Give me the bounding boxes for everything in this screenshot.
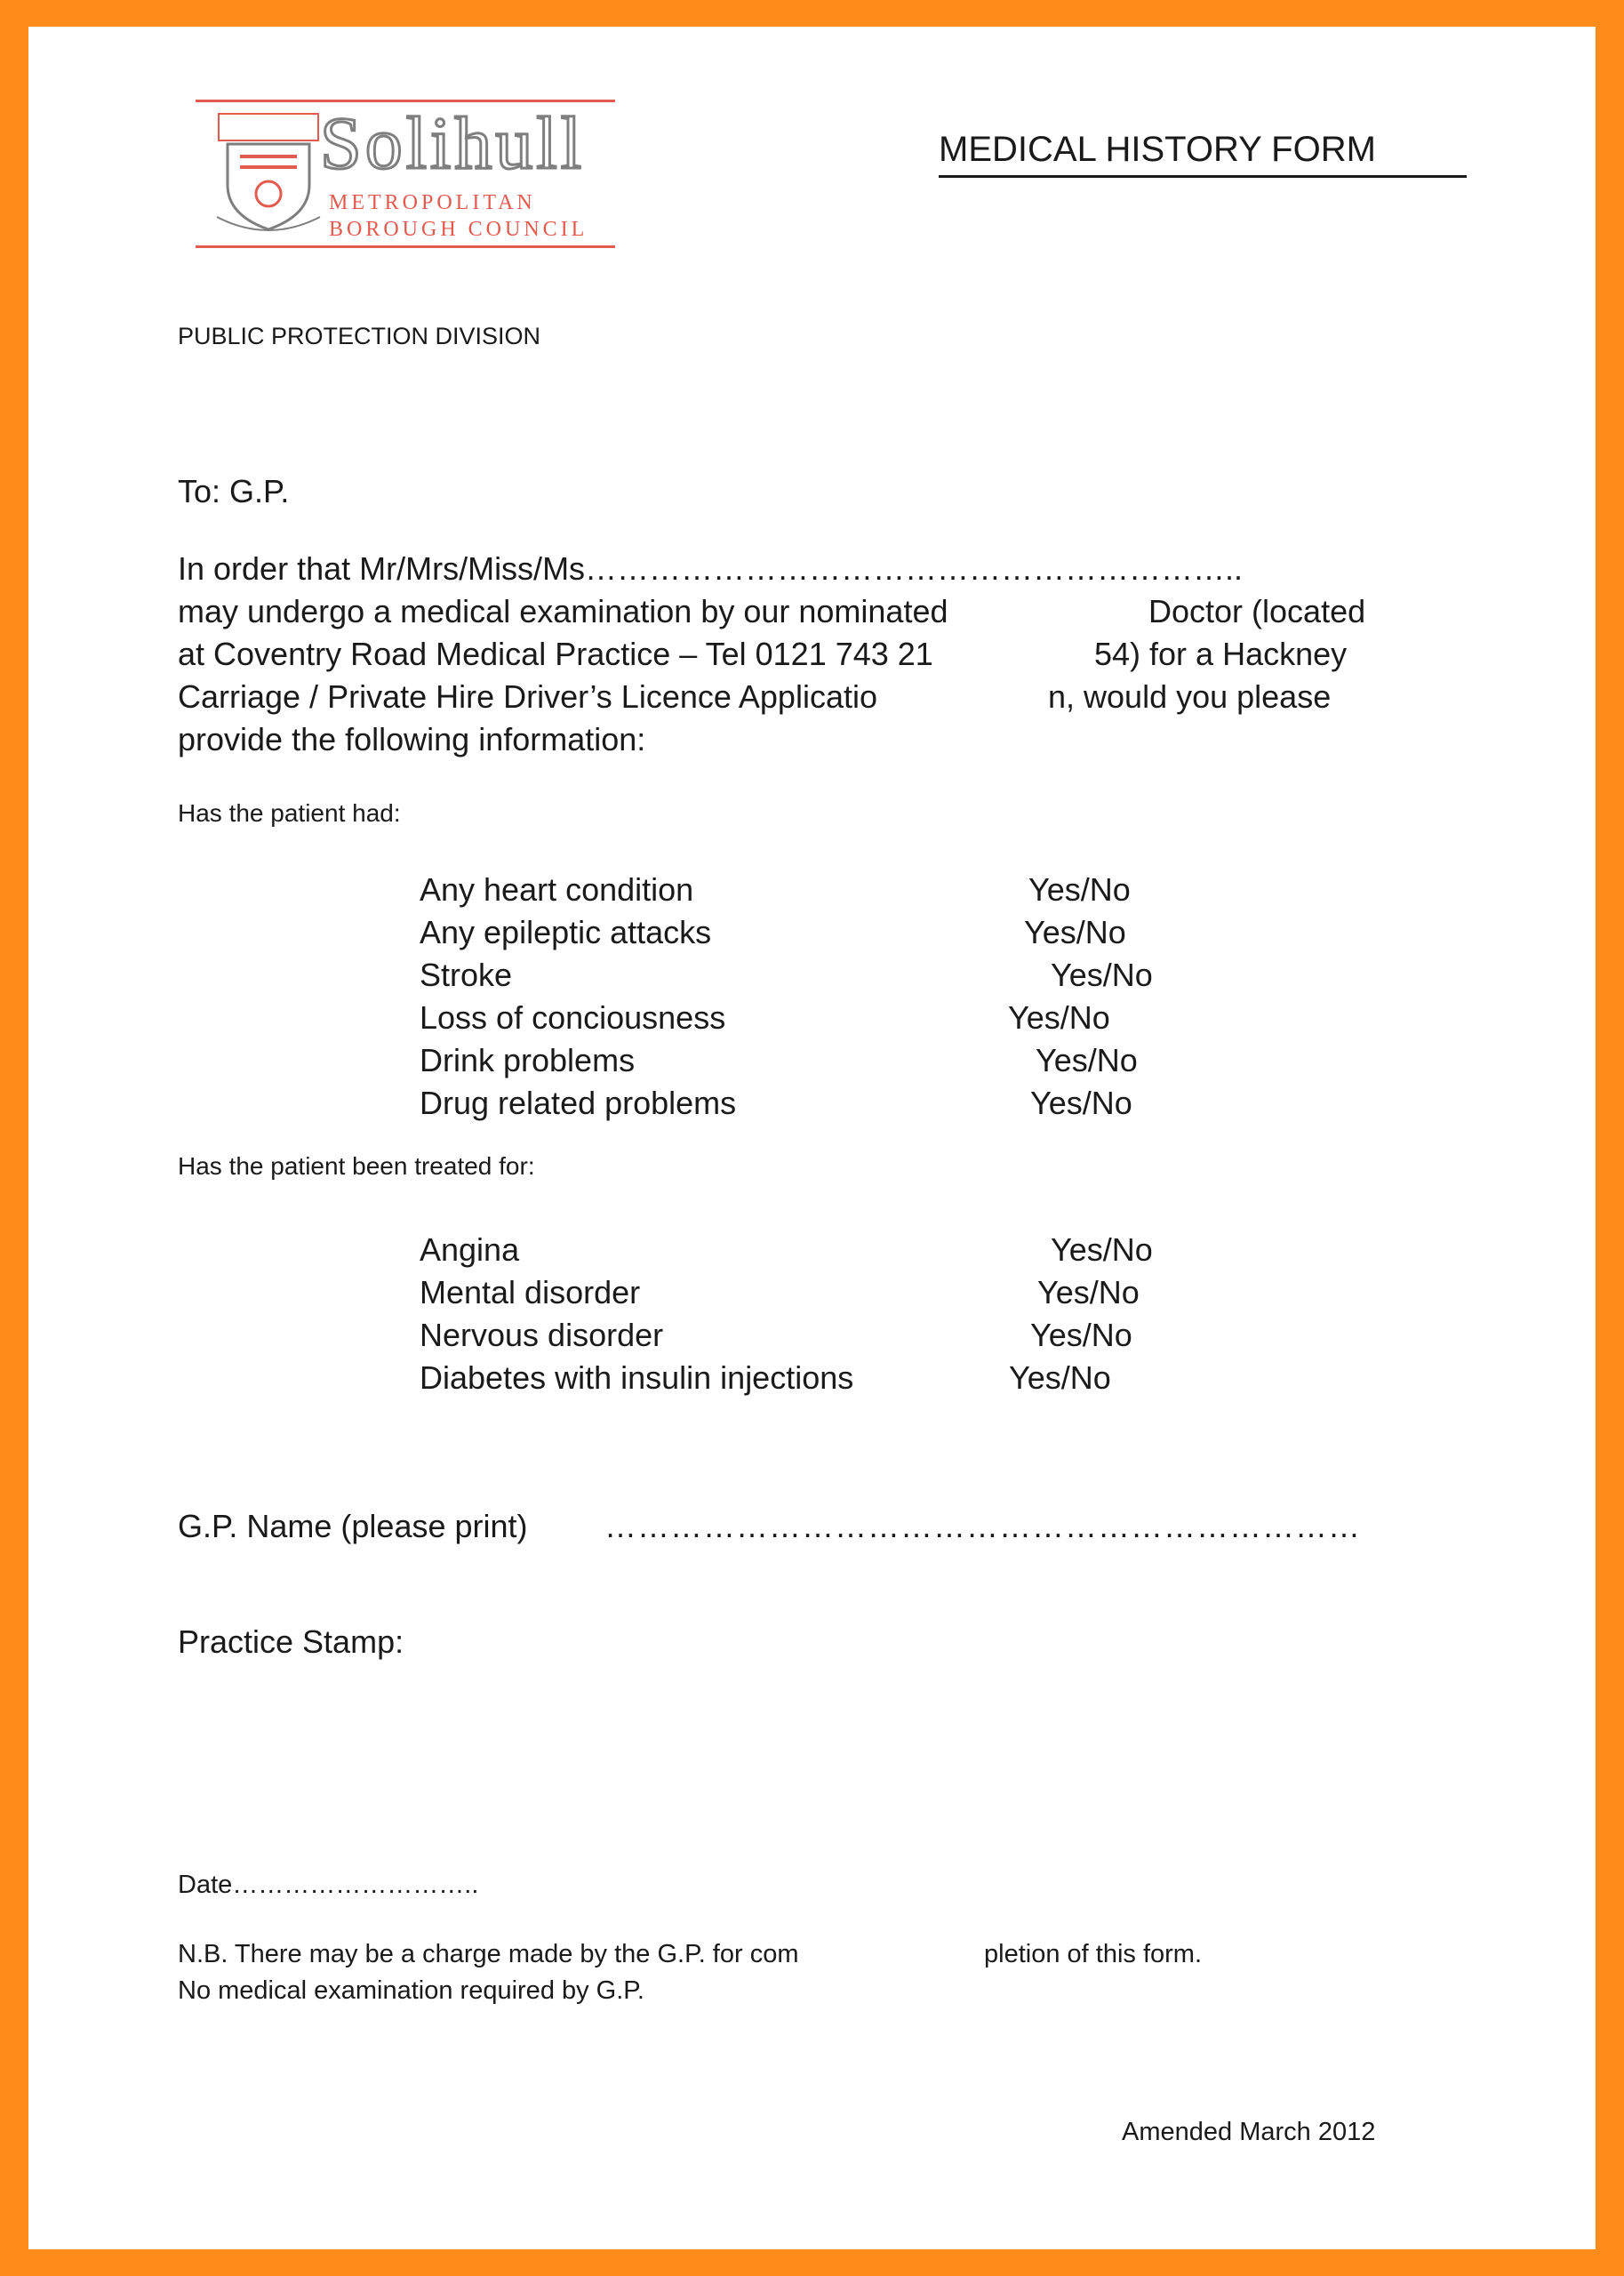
date-field[interactable]: Date……………………….. xyxy=(178,1871,479,1899)
condition-label: Any heart condition xyxy=(420,871,694,908)
condition-label: Angina xyxy=(420,1231,520,1268)
yes-no-option[interactable]: Yes/No xyxy=(1030,1085,1132,1121)
logo-subtitle-line2: BOROUGH COUNCIL xyxy=(329,218,588,241)
condition-label: Diabetes with insulin injections xyxy=(420,1359,854,1396)
practice-stamp-label: Practice Stamp: xyxy=(178,1623,404,1660)
condition-label: Drug related problems xyxy=(420,1085,737,1121)
section-had-label: Has the patient had: xyxy=(178,799,401,827)
amended-date: Amended March 2012 xyxy=(1122,2118,1376,2146)
intro-line-3-left: at Coventry Road Medical Practice – Tel 0121 743 21 xyxy=(178,636,933,672)
condition-label: Nervous disorder xyxy=(420,1317,664,1353)
form-page xyxy=(28,27,1596,2249)
division-heading: PUBLIC PROTECTION DIVISION xyxy=(178,323,541,349)
condition-label: Stroke xyxy=(420,957,513,993)
council-crest-icon xyxy=(215,110,322,240)
intro-line-4-right: n, would you please xyxy=(1048,678,1332,715)
intro-line-2-right: Doctor (located xyxy=(1148,593,1366,629)
intro-line-5: provide the following information: xyxy=(178,721,646,757)
council-logo xyxy=(196,100,615,251)
condition-label: Mental disorder xyxy=(420,1274,641,1310)
condition-label: Loss of conciousness xyxy=(420,999,726,1036)
section-treated-label: Has the patient been treated for: xyxy=(178,1152,535,1180)
gp-name-label: G.P. Name (please print) xyxy=(178,1508,528,1544)
yes-no-option[interactable]: Yes/No xyxy=(1051,1231,1153,1268)
logo-bottom-rule xyxy=(196,245,615,248)
logo-subtitle-line1: METROPOLITAN xyxy=(329,191,536,214)
intro-line-1[interactable]: In order that Mr/Mrs/Miss/Ms…………………………………………………….. xyxy=(178,550,1244,587)
yes-no-option[interactable]: Yes/No xyxy=(1051,957,1153,993)
addressee-line: To: G.P. xyxy=(178,473,290,509)
yes-no-option[interactable]: Yes/No xyxy=(1028,871,1131,908)
gp-name-field[interactable]: …………………………………………………………… xyxy=(604,1508,1361,1544)
yes-no-option[interactable]: Yes/No xyxy=(1008,999,1110,1036)
yes-no-option[interactable]: Yes/No xyxy=(1030,1317,1132,1353)
note-line-1-left: N.B. There may be a charge made by the G.P. for com xyxy=(178,1940,799,1968)
form-title: MEDICAL HISTORY FORM xyxy=(939,130,1376,169)
logo-wordmark: Solihull xyxy=(320,102,586,185)
yes-no-option[interactable]: Yes/No xyxy=(1009,1359,1111,1396)
yes-no-option[interactable]: Yes/No xyxy=(1037,1274,1140,1310)
intro-line-3-right: 54) for a Hackney xyxy=(1094,636,1348,672)
intro-line-2-left: may undergo a medical examination by our nominated xyxy=(178,593,948,629)
yes-no-option[interactable]: Yes/No xyxy=(1024,914,1126,950)
intro-line-4-left: Carriage / Private Hire Driver’s Licence Applicatio xyxy=(178,678,877,715)
yes-no-option[interactable]: Yes/No xyxy=(1036,1042,1138,1078)
condition-label: Drink problems xyxy=(420,1042,636,1078)
condition-label: Any epileptic attacks xyxy=(420,914,712,950)
note-line-2: No medical examination required by G.P. xyxy=(178,1976,644,2005)
title-underline xyxy=(939,175,1467,178)
note-line-1-right: pletion of this form. xyxy=(984,1940,1202,1968)
